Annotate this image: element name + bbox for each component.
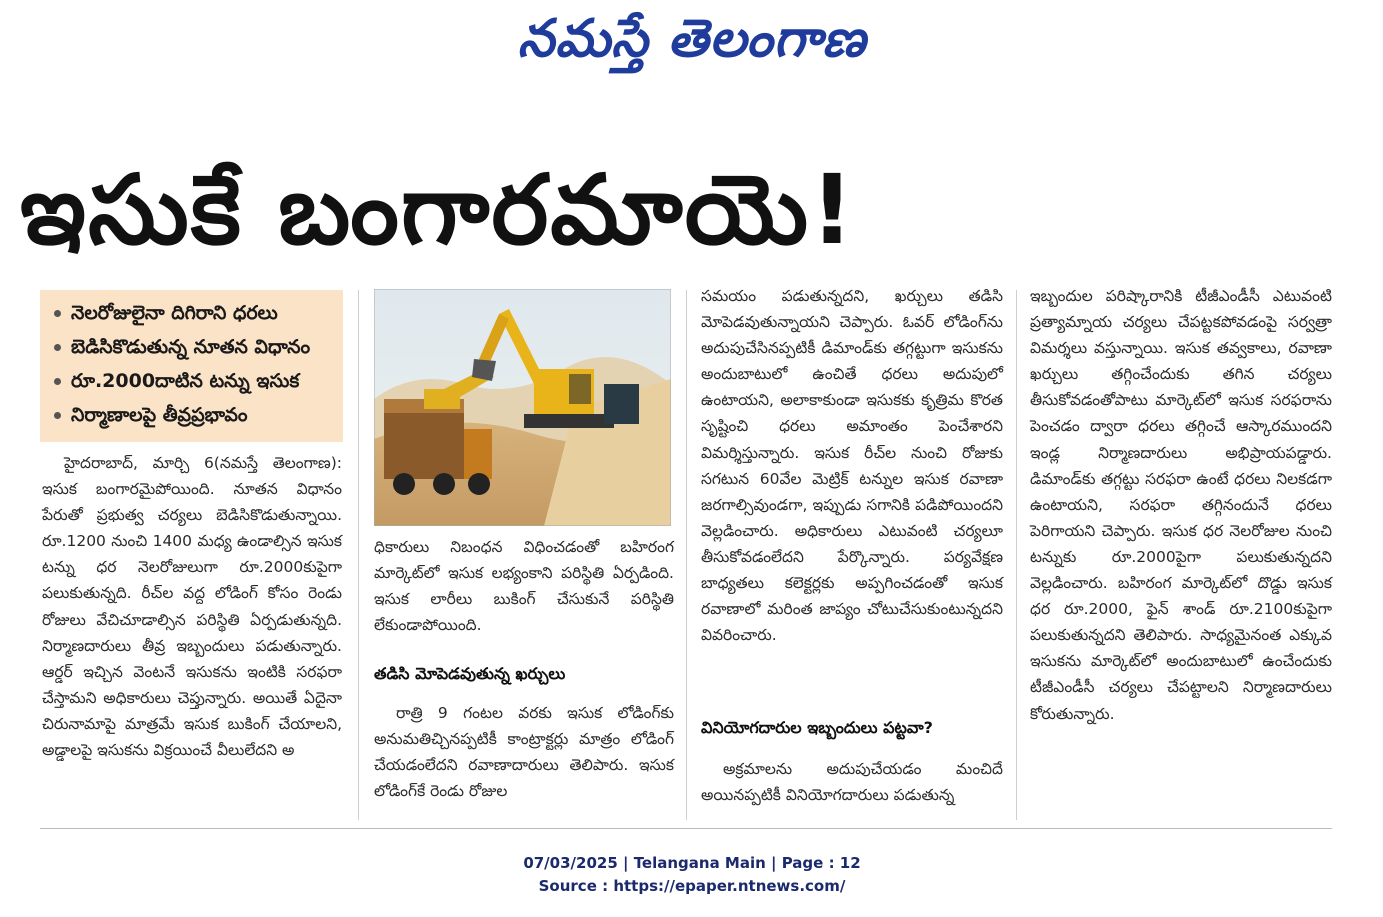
bullet-icon <box>54 412 61 419</box>
article-paragraph: అక్రమాలను అదుపుచేయడం మంచిదే అయినప్పటికీ వినియోగదారులు పడుతున్న <box>701 760 1003 805</box>
subheading: వినియోగదారుల ఇబ్బందులు పట్టవా? <box>701 718 933 737</box>
highlights-box <box>40 290 343 442</box>
article-column-4 <box>1030 283 1332 727</box>
bullet-icon <box>54 310 61 317</box>
highlight-text: బెడిసికొడుతున్న నూతన విధానం <box>71 336 311 358</box>
footer-source-link[interactable]: Source : https://epaper.ntnews.com/ <box>538 877 846 895</box>
excavator-photo <box>374 289 671 526</box>
footer-date-page: 07/03/2025 | Telangana Main | Page : 12 <box>523 854 861 872</box>
article-paragraph: రాత్రి 9 గంటల వరకు ఇసుక లోడింగ్‌కు అనుమతిచ్చినప్పటికీ కాంట్రాక్టర్లు మాత్రం లోడింగ్ చేయడంలేదని రవాణాదారులు తెలిపారు. ఇసుక లోడింగ్‌కే రెండు రోజుల <box>374 704 674 801</box>
bullet-icon <box>54 378 61 385</box>
masthead-logo: నమస్తే తెలంగాణ <box>517 8 867 69</box>
article-paragraph: సమయం పడుతున్నదని, ఖర్చులు తడిసి మోపెడవుతున్నాయని చెప్పారు. ఓవర్ లోడింగ్‌ను అదుపుచేసినప్పటికీ డిమాండ్‌కు తగ్గట్టుగా ఇసుకను అందుబాటులో ఉంచితే ధరలు అదుపులో ఉంటాయని, అలాకాకుండా ఇసుకకు కృత్రిమ కొరత సృష్టించి ధరలు అమాంతం పెంచేశారని విమర్శిస్తున్నారు. ఇసుక రీచ్‌ల నుంచి రోజుకు సగటున 60వేల మెట్రిక్ టన్నుల ఇసుక రవాణా జరగాల్సివుండగా, ఇప్పుడు సగానికి పడిపోయిందని వెల్లడించారు. అధికారులు ఎటువంటి చర్యలూ తీసుకోవడంలేదని పేర్కొన్నారు. పర్యవేక్షణ బాధ్యతలు కలెక్టర్లకు అప్పగించడంతో ఇసుక రవాణాలో మరింత జాప్యం చోటుచేసుకుంటున్నదని వివరించారు. <box>701 287 1003 645</box>
bullet-icon <box>54 344 61 351</box>
highlight-text: రూ.2000దాటిన టన్ను ఇసుక <box>71 370 300 392</box>
article-column-1 <box>42 450 342 763</box>
article-column-2-bottom <box>374 700 674 804</box>
article-paragraph: ధికారులు నిబంధన విధించడంతో బహిరంగ మార్కెట్‌లో ఇసుక లభ్యంకాని పరిస్థితి ఏర్పడింది. ఇసుక లారీలు బుకింగ్ చేసుకునే పరిస్థితి లేకుండాపోయింది. <box>374 538 674 635</box>
highlight-item <box>54 364 335 398</box>
footer-divider <box>40 828 1332 829</box>
highlight-item <box>54 296 335 330</box>
highlight-item <box>54 398 335 432</box>
subheading: తడిసి మోపెడవుతున్న ఖర్చులు <box>374 664 566 683</box>
column-divider <box>358 290 359 820</box>
column-divider <box>686 290 687 820</box>
column-divider <box>1016 290 1017 820</box>
headline: ఇసుకే బంగారమాయె! <box>20 154 856 266</box>
article-column-2 <box>374 534 674 638</box>
article-column-3-bottom <box>701 756 1003 808</box>
highlight-text: నిర్మాణాలపై తీవ్రప్రభావం <box>71 404 248 426</box>
article-column-3 <box>701 283 1003 648</box>
highlight-text: నెలరోజులైనా దిగిరాని ధరలు <box>71 302 278 324</box>
highlight-item <box>54 330 335 364</box>
footer <box>430 852 954 898</box>
article-paragraph: హైదరాబాద్, మార్చి 6(నమస్తే తెలంగాణ): ఇసుక బంగారమైపోయింది. నూతన విధానం పేరుతో ప్రభుత్వ చర్యలు బెడిసికొడుతున్నాయి. రూ.1200 నుంచి 1400 మధ్య ఉండాల్సిన ఇసుక టన్ను ధర నెలరోజులుగా రూ.2000కుపైగా పలుకుతున్నది. రీచ్‌ల వద్ద లోడింగ్ కోసం రెండు రోజులు వేచిచూడాల్సిన పరిస్థితి ఏర్పడుతున్నది. నిర్మాణదారులు తీవ్ర ఇబ్బందులు పడుతున్నారు. ఆర్డర్ ఇచ్చిన వెంటనే ఇసుకను ఇంటికి సరఫరా చేస్తామని అధికారులు చెప్తున్నారు. అయితే ఏదైనా చిరునామాపై మాత్రమే ఇసుక బుకింగ్ చేయాలని, అడ్డాలపై ఇసుకను విక్రయించే వీలులేదని అ <box>42 454 342 760</box>
article-paragraph: ఇబ్బందుల పరిష్కారానికి టీజీఎండీసీ ఎటువంటి ప్రత్యామ్నాయ చర్యలు చేపట్టకపోవడంపై సర్వత్రా విమర్శలు వస్తున్నాయి. ఇసుక తవ్వకాలు, రవాణా ఖర్చులు తగ్గించేందుకు తగిన చర్యలు తీసుకోవడంతోపాటు మార్కెట్‌లో ఇసుక సరఫరాను పెంచడం ద్వారా ధరలు తగ్గించే ఆస్కారముందని ఇండ్ల నిర్మాణదారులు అభిప్రాయపడ్డారు. డిమాండ్‌కు తగ్గట్టు సరఫరా ఉంటే ధరలు నిలకడగా ఉంటాయని, సరఫరా తగ్గినందునే ధరలు పెరిగాయని చెప్పారు. ఇసుక ధర నెలరోజుల నుంచి టన్నుకు రూ.2000పైగా పలుకుతున్నదని వెల్లడించారు. బహిరంగ మార్కెట్‌లో దొడ్డు ఇసుక ధర రూ.2000, ఫైన్ శాండ్ రూ.2100కుపైగా పలుకుతున్నదని తెలిపారు. సాధ్యమైనంత ఎక్కువ ఇసుకను మార్కెట్‌లో అందుబాటులో ఉంచేందుకు టీజీఎండీసీ చర్యలు చేపట్టాలని నిర్మాణదారులు కోరుతున్నారు. <box>1030 287 1332 723</box>
